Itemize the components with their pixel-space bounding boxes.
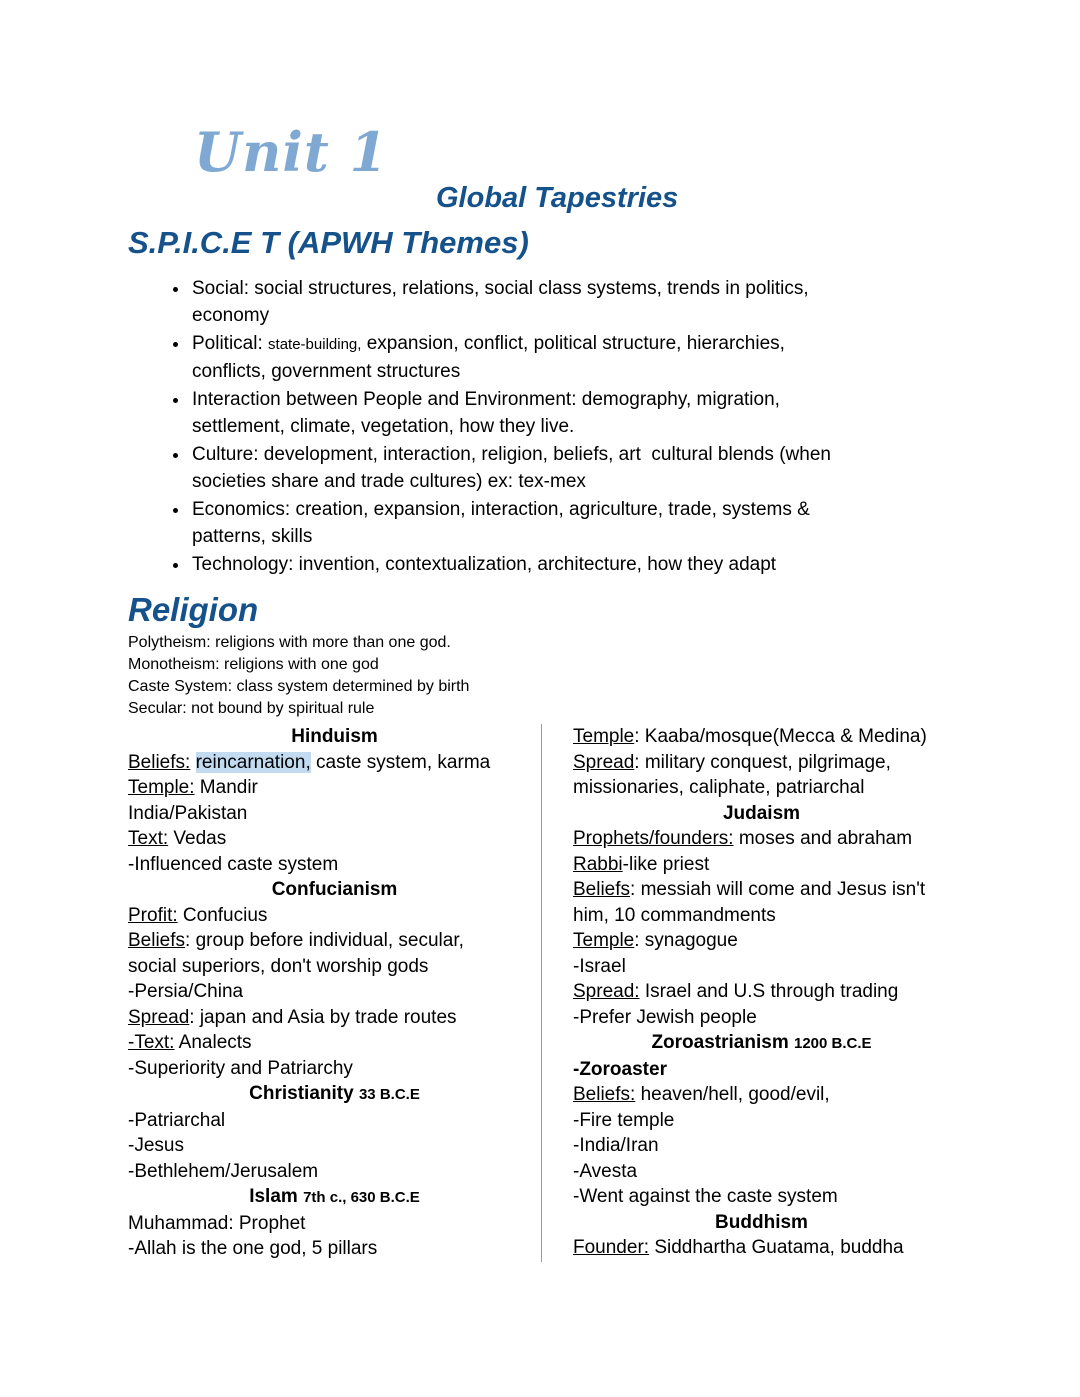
religion-text-line: -Avesta [573, 1160, 638, 1182]
highlighted-text: reincarnation, [195, 751, 311, 773]
religion-column-right [541, 724, 950, 1262]
unit-heading: Unit 1 [194, 120, 389, 184]
religion-text-line: -Patriarchal [128, 1109, 226, 1131]
religion-text-line: Temple: Kaaba/mosque(Mecca & Medina) [573, 726, 927, 748]
religion-text-line: Temple: synagogue [573, 930, 738, 952]
religion-text-line: Spread: military conquest, pilgrimage, missionaries, caliphate, patriarchal [573, 751, 891, 799]
religion-text-line: Spread: japan and Asia by trade routes [128, 1006, 457, 1028]
religion-text-line: -Jesus [128, 1135, 184, 1157]
religion-column-left [128, 724, 541, 1262]
religion-text-line: -Fire temple [573, 1109, 675, 1131]
spice-bullet-item: • Political: state-building, expansion, conflict, political structure, hierarchies, conflicts, government structures [190, 330, 950, 386]
religion-heading: Religion [128, 591, 259, 629]
religion-text-line: India/Pakistan [128, 802, 248, 824]
religion-text-line: -Prefer Jewish people [573, 1006, 757, 1028]
spice-bullet-list [128, 275, 950, 579]
religion-section-header: Buddhism [715, 1211, 808, 1233]
religion-text-line: Founder: Siddhartha Guatama, buddha [573, 1237, 904, 1259]
definition-line: Secular: not bound by spiritual rule [128, 700, 375, 718]
religion-section-header: Judaism [722, 802, 801, 824]
religion-text-line: -Israel [573, 955, 626, 977]
definition-line: Polytheism: religions with more than one god. [128, 634, 451, 652]
religion-table [128, 724, 950, 1262]
religion-text-line: -Went against the caste system [573, 1186, 838, 1208]
spice-bullet-item: • Interaction between People and Environment: demography, migration, settlement, climate, vegetation, how they live. [190, 386, 950, 441]
religion-text-line: Beliefs: heaven/hell, good/evil, [573, 1084, 830, 1106]
religion-text-line: Beliefs: messiah will come and Jesus isn't him, 10 commandments [573, 879, 926, 926]
religion-text-line: -Allah is the one god, 5 pillars [128, 1238, 378, 1260]
document-title: Global Tapestries [436, 182, 679, 214]
religion-text-line: -Persia/China [128, 981, 244, 1003]
religion-text-line: Temple: Mandir [128, 777, 258, 799]
religion-text-line: Prophets/founders: moses and abraham [573, 828, 913, 850]
religion-text-line: Beliefs: reincarnation, caste system, karma [128, 751, 491, 773]
religion-text-line: -Bethlehem/Jerusalem [128, 1160, 319, 1182]
religion-section-header: Hinduism [291, 726, 378, 748]
spice-bullet-item: • Technology: invention, contextualization, architecture, how they adapt [190, 551, 950, 579]
religion-section-header: Zoroastrianism 1200 B.C.E [651, 1032, 872, 1054]
spice-bullet-item: • Economics: creation, expansion, interaction, agriculture, trade, systems & patterns, skills [190, 496, 950, 551]
religion-text-line: Rabbi-like priest [573, 853, 710, 875]
definition-line: Monotheism: religions with one god [128, 656, 379, 674]
spice-heading: S.P.I.C.E T (APWH Themes) [128, 224, 529, 260]
religion-text-line: -Superiority and Patriarchy [128, 1057, 353, 1079]
religion-text-line: -Text: Analects [128, 1032, 252, 1054]
religion-text-line: Beliefs: group before individual, secular, social superiors, don't worship gods [128, 930, 464, 977]
religion-definitions [128, 632, 950, 720]
spice-bullet-item: • Culture: development, interaction, religion, beliefs, art cultural blends (when societies share and trade cultures) ex: tex-mex [190, 441, 950, 496]
religion-section-header: Confucianism [271, 879, 398, 901]
religion-text-line: -Influenced caste system [128, 853, 339, 875]
spice-bullet-item: • Social: social structures, relations, social class systems, trends in politics, economy [190, 275, 950, 330]
religion-section-header: Islam 7th c., 630 B.C.E [249, 1186, 420, 1208]
religion-text-line: Muhammad: Prophet [128, 1212, 306, 1234]
religion-text-line: Spread: Israel and U.S through trading [573, 981, 899, 1003]
religion-text-line: -Zoroaster [573, 1058, 667, 1080]
religion-text-line: Profit: Confucius [128, 904, 268, 926]
religion-text-line: -India/Iran [573, 1135, 659, 1157]
religion-section-header: Christianity 33 B.C.E [249, 1083, 420, 1105]
definition-line: Caste System: class system determined by birth [128, 678, 470, 696]
religion-text-line: Text: Vedas [128, 828, 227, 850]
